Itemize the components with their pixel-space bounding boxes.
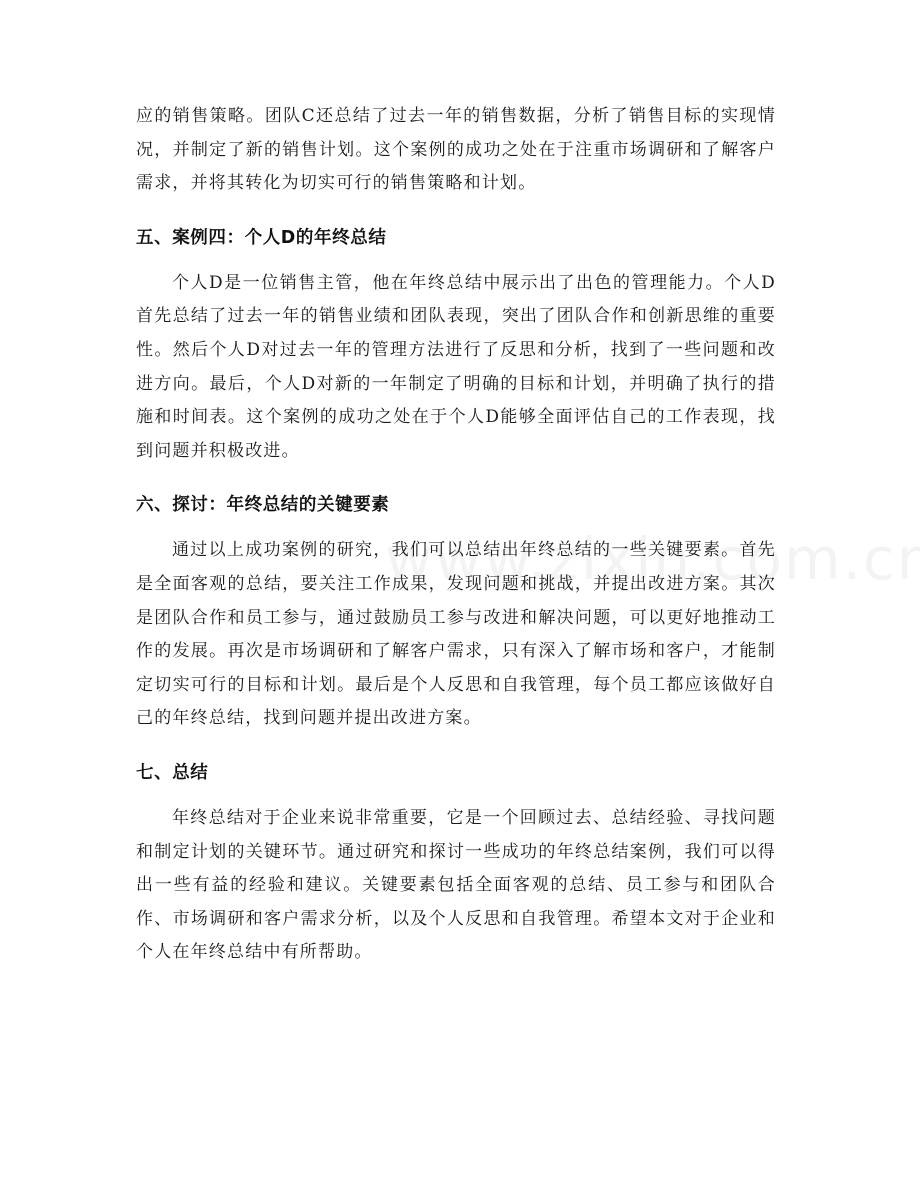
section-heading-summary: 七、总结 — [136, 762, 209, 783]
spacer — [136, 468, 776, 490]
spacer — [136, 736, 776, 758]
paragraph-discussion: 通过以上成功案例的研究，我们可以总结出年终总结的一些关键要素。首先是全面客观的总结，要关注工作成果，发现问题和挑战，并提出改进方案。其次是团队合作和员工参与，通过鼓励员工参与改进和解决问题，可以更好地推动工作的发展。再次是市场调研和了解客户需求，只有深入了解市场和客户，才能制定切实可行的目标和计划。最后是个人反思和自我管理，每个员工都应该做好自己的年终总结，找到问题并提出改进方案。 — [136, 540, 776, 729]
spacer — [136, 253, 776, 267]
spacer — [136, 520, 776, 534]
paragraph-summary: 年终总结对于企业来说非常重要，它是一个回顾过去、总结经验、寻找问题和制定计划的关键环节。通过研究和探讨一些成功的年终总结案例，我们可以得出一些有益的经验和建议。关键要素包括全面客观的总结、员工参与和团队合作、市场调研和客户需求分析，以及个人反思和自我管理。希望本文对于企业和个人在年终总结中有所帮助。 — [136, 807, 776, 963]
document-body — [136, 100, 776, 970]
paragraph-continued-case-three: 应的销售策略。团队C还总结了过去一年的销售数据，分析了销售目标的实现情况，并制定了新的销售计划。这个案例的成功之处在于注重市场调研和了解客户需求，并将其转化为切实可行的销售策略和计划。 — [136, 106, 776, 194]
paragraph-case-four: 个人D是一位销售主管，他在年终总结中展示出了出色的管理能力。个人D首先总结了过去一年的销售业绩和团队表现，突出了团队合作和创新思维的重要性。然后个人D对过去一年的管理方法进行了反思和分析，找到了一些问题和改进方向。最后，个人D对新的一年制定了明确的目标和计划，并明确了执行的措施和时间表。这个案例的成功之处在于个人D能够全面评估自己的工作表现，找到问题并积极改进。 — [136, 272, 776, 461]
section-heading-case-four: 五、案例四：个人D的年终总结 — [136, 227, 387, 248]
spacer — [136, 201, 776, 223]
section-heading-discussion: 六、探讨：年终总结的关键要素 — [136, 495, 390, 516]
spacer — [136, 788, 776, 802]
